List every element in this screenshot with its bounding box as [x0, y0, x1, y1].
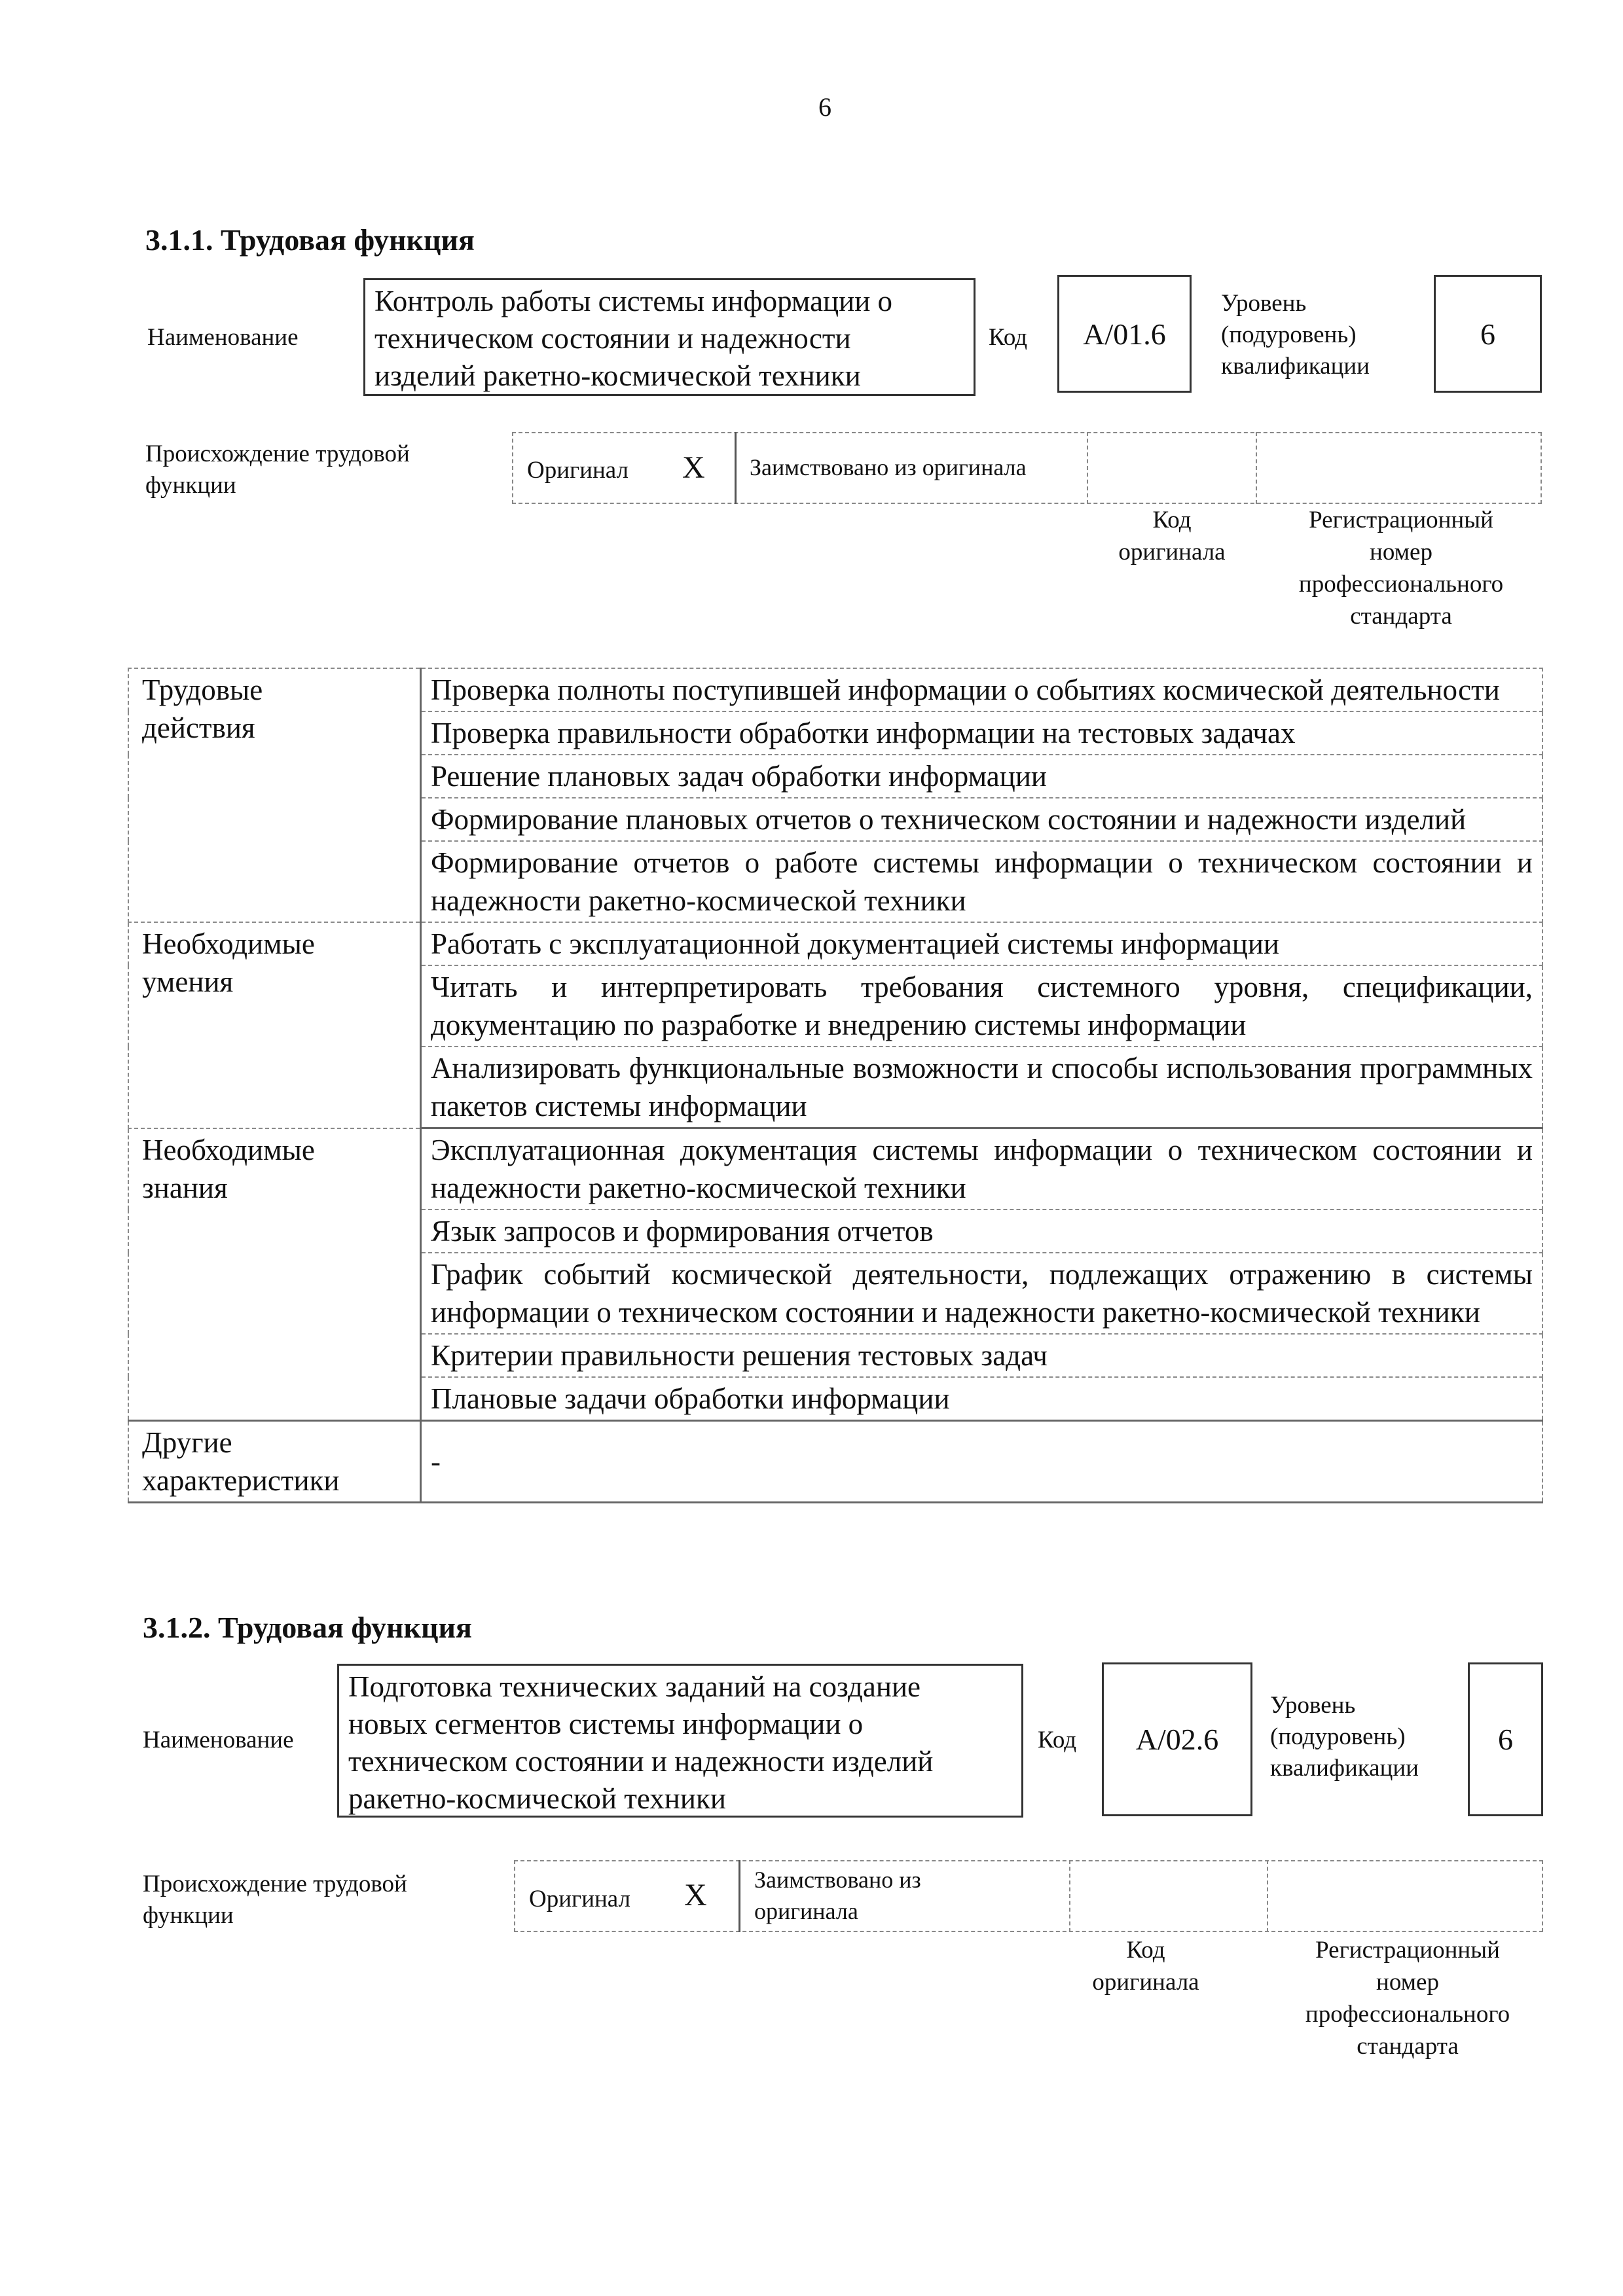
function-name-box — [363, 278, 976, 396]
level-label-line: квалификации — [1270, 1755, 1419, 1782]
category-line: Трудовые — [142, 673, 263, 706]
category-line: действия — [142, 711, 255, 744]
origin-divider — [1069, 1860, 1070, 1932]
table-item: Работать с эксплуатационной документацией системы информации — [421, 922, 1543, 965]
code-original-label — [1080, 1934, 1211, 1998]
table-item: - — [421, 1421, 1543, 1503]
table-item: Проверка полноты поступившей информации о событиях космической деятельности — [421, 668, 1543, 711]
origin-label-line: Происхождение трудовой — [145, 440, 410, 467]
origin-label-line: Происхождение трудовой — [143, 1871, 407, 1897]
table-item: График событий космической деятельности, подлежащих отражению в системы информации о техническом состоянии и надежности ракетно-космической техники — [421, 1253, 1543, 1334]
reg-number-line: стандарта — [1357, 2033, 1459, 2060]
table-item: Формирование отчетов о работе системы информации о техническом состоянии и надежности ракетно-космической техники — [421, 841, 1543, 922]
code-original-line: Код — [1126, 1937, 1165, 1964]
category-cell — [128, 668, 421, 922]
level-label-line: квалификации — [1221, 353, 1370, 380]
category-cell — [128, 1128, 421, 1421]
level-value: 6 — [1480, 317, 1495, 351]
table-row — [128, 668, 1542, 711]
level-label-line: Уровень — [1221, 290, 1307, 317]
section-heading: 3.1.2. Трудовая функция — [143, 1611, 472, 1644]
code-original-line: оригинала — [1092, 1969, 1199, 1996]
borrowed-label: Заимствовано из оригинала — [750, 454, 1027, 480]
function-name-line: изделий ракетно-космической техники — [374, 359, 861, 392]
table-item: Решение плановых задач обработки информации — [421, 755, 1543, 798]
reg-number-line: Регистрационный — [1309, 507, 1493, 533]
reg-number-line: номер — [1370, 539, 1432, 565]
code-value-box — [1057, 275, 1192, 393]
code-original-line: Код — [1152, 507, 1192, 533]
reg-number-line: стандарта — [1350, 603, 1452, 630]
category-cell — [128, 1421, 421, 1503]
borrowed-label-line: оригинала — [754, 1898, 858, 1924]
table-item: Читать и интерпретировать требования системного уровня, спецификации, документацию по разработке и внедрению системы информации — [421, 965, 1543, 1047]
function-name-line: ракетно-космической техники — [348, 1782, 726, 1815]
origin-label-line: функции — [143, 1902, 234, 1929]
function-name-line: техническом состоянии и надежности изделий — [348, 1745, 934, 1778]
origin-divider — [739, 1860, 740, 1932]
function-name-line: новых сегментов системы информации о — [348, 1708, 864, 1740]
category-line: характеристики — [142, 1464, 340, 1497]
reg-number-line: профессионального — [1305, 2001, 1510, 2028]
borrowed-label — [754, 1864, 921, 1927]
table-item: Плановые задачи обработки информации — [421, 1377, 1543, 1421]
section-heading: 3.1.1. Трудовая функция — [145, 223, 475, 257]
level-label-line: (подуровень) — [1270, 1723, 1406, 1750]
function-details-table — [128, 668, 1543, 1503]
table-item: Эксплуатационная документация системы информации о техническом состоянии и надежности ракетно-космической техники — [421, 1128, 1543, 1210]
page-number: 6 — [818, 92, 831, 122]
category-cell — [128, 922, 421, 1128]
level-value-box — [1434, 275, 1542, 393]
code-label: Код — [989, 324, 1028, 351]
level-value-box — [1468, 1662, 1543, 1816]
origin-divider — [1256, 432, 1257, 504]
level-label — [1270, 1690, 1419, 1784]
origin-row — [512, 432, 1542, 504]
code-label: Код — [1038, 1727, 1077, 1753]
table-row — [128, 922, 1542, 965]
code-value-box — [1102, 1662, 1252, 1816]
reg-number-label — [1273, 1934, 1542, 2062]
level-label — [1221, 288, 1370, 382]
table-item: Анализировать функциональные возможности и способы использования программных пакетов системы информации — [421, 1047, 1543, 1128]
function-name-line: Подготовка технических заданий на создание — [348, 1670, 921, 1703]
level-label-line: (подуровень) — [1221, 321, 1357, 348]
category-line: Необходимые — [142, 927, 315, 960]
original-mark: X — [684, 1878, 707, 1912]
category-line: Другие — [142, 1426, 232, 1459]
code-original-line: оригинала — [1118, 539, 1226, 565]
table-row — [128, 1128, 1542, 1210]
function-name-line: Контроль работы системы информации о — [374, 285, 893, 317]
origin-divider — [1087, 432, 1088, 504]
code-value: A/01.6 — [1083, 317, 1166, 351]
original-mark: X — [682, 450, 705, 485]
origin-label-line: функции — [145, 472, 236, 499]
reg-number-label — [1270, 504, 1532, 632]
origin-label — [145, 439, 410, 501]
origin-label — [143, 1869, 407, 1931]
code-original-label — [1106, 504, 1237, 568]
level-label-line: Уровень — [1270, 1692, 1356, 1719]
function-name-line: техническом состоянии и надежности — [374, 322, 851, 355]
level-value: 6 — [1498, 1723, 1513, 1756]
category-line: умения — [142, 965, 234, 998]
table-item: Критерии правильности решения тестовых задач — [421, 1334, 1543, 1377]
table-item: Язык запросов и формирования отчетов — [421, 1210, 1543, 1253]
original-label: Оригинал — [527, 457, 629, 484]
category-line: Необходимые — [142, 1133, 315, 1166]
name-label: Наименование — [143, 1727, 294, 1753]
origin-divider — [735, 432, 737, 504]
table-item: Формирование плановых отчетов о техническом состоянии и надежности изделий — [421, 798, 1543, 841]
reg-number-line: номер — [1376, 1969, 1439, 1996]
borrowed-label-line: Заимствовано из — [754, 1867, 921, 1893]
function-name-box — [337, 1664, 1023, 1818]
origin-divider — [1267, 1860, 1268, 1932]
original-label: Оригинал — [529, 1886, 631, 1912]
name-label: Наименование — [147, 324, 299, 351]
table-row — [128, 1421, 1542, 1503]
category-line: знания — [142, 1171, 228, 1204]
code-value: A/02.6 — [1135, 1723, 1219, 1756]
reg-number-line: Регистрационный — [1315, 1937, 1500, 1964]
table-item: Проверка правильности обработки информации на тестовых задачах — [421, 711, 1543, 755]
reg-number-line: профессионального — [1298, 571, 1504, 598]
origin-row — [514, 1860, 1543, 1932]
